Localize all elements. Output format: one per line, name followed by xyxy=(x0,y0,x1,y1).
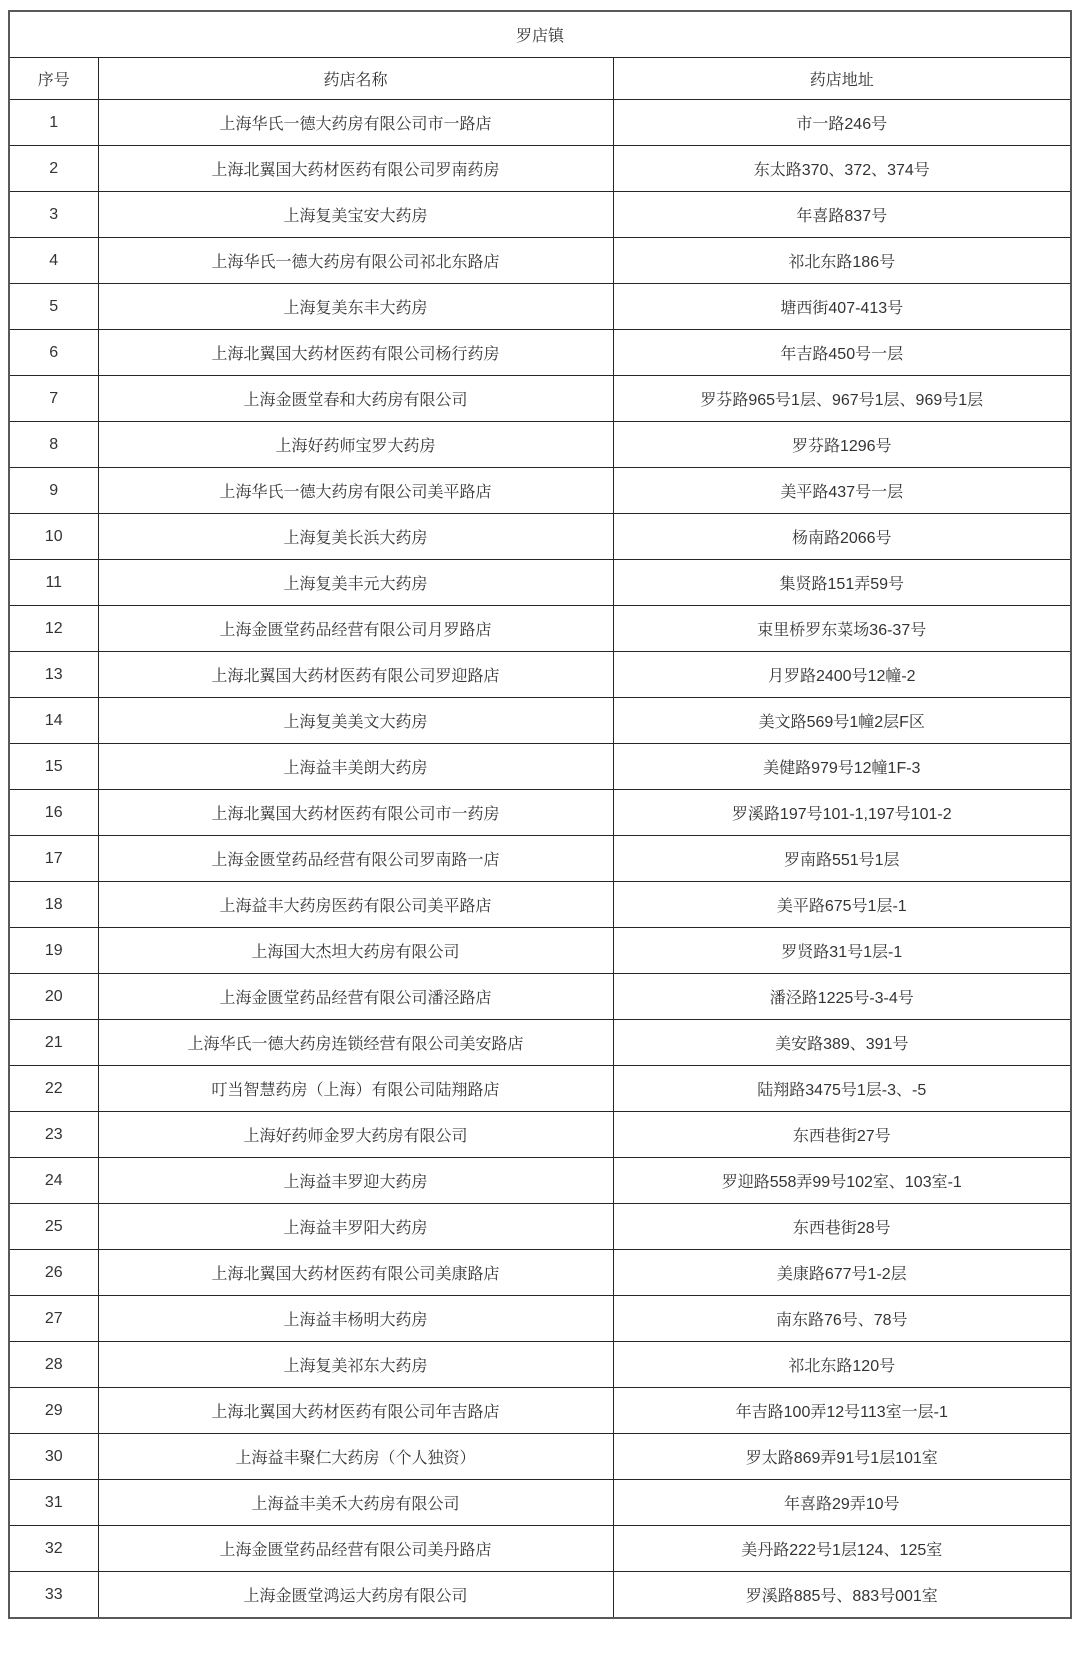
row-seq: 5 xyxy=(9,284,98,330)
row-seq: 28 xyxy=(9,1342,98,1388)
row-seq: 8 xyxy=(9,422,98,468)
row-seq: 29 xyxy=(9,1388,98,1434)
row-pharmacy-name: 上海北翼国大药材医药有限公司罗南药房 xyxy=(98,146,613,192)
row-pharmacy-address: 罗芬路1296号 xyxy=(613,422,1071,468)
row-seq: 16 xyxy=(9,790,98,836)
row-pharmacy-address: 罗溪路197号101-1,197号101-2 xyxy=(613,790,1071,836)
column-header-seq: 序号 xyxy=(9,58,98,100)
row-seq: 2 xyxy=(9,146,98,192)
table-row xyxy=(9,790,1071,836)
row-pharmacy-name: 上海金匮堂药品经营有限公司月罗路店 xyxy=(98,606,613,652)
row-pharmacy-address: 美文路569号1幢2层F区 xyxy=(613,698,1071,744)
row-pharmacy-address: 东西巷街28号 xyxy=(613,1204,1071,1250)
row-pharmacy-address: 年喜路29弄10号 xyxy=(613,1480,1071,1526)
table-row xyxy=(9,1066,1071,1112)
row-seq: 1 xyxy=(9,100,98,146)
row-pharmacy-name: 上海益丰罗迎大药房 xyxy=(98,1158,613,1204)
row-pharmacy-address: 集贤路151弄59号 xyxy=(613,560,1071,606)
row-pharmacy-address: 美平路675号1层-1 xyxy=(613,882,1071,928)
row-pharmacy-name: 上海益丰聚仁大药房（个人独资） xyxy=(98,1434,613,1480)
row-pharmacy-name: 上海金匮堂药品经营有限公司罗南路一店 xyxy=(98,836,613,882)
row-pharmacy-name: 上海益丰杨明大药房 xyxy=(98,1296,613,1342)
table-row xyxy=(9,514,1071,560)
row-seq: 27 xyxy=(9,1296,98,1342)
table-title-row xyxy=(9,11,1071,58)
table-row xyxy=(9,974,1071,1020)
row-pharmacy-address: 东西巷街27号 xyxy=(613,1112,1071,1158)
row-pharmacy-name: 上海复美宝安大药房 xyxy=(98,192,613,238)
table-row xyxy=(9,1204,1071,1250)
row-pharmacy-name: 上海益丰罗阳大药房 xyxy=(98,1204,613,1250)
row-seq: 13 xyxy=(9,652,98,698)
row-pharmacy-name: 上海益丰大药房医药有限公司美平路店 xyxy=(98,882,613,928)
row-seq: 31 xyxy=(9,1480,98,1526)
table-row xyxy=(9,330,1071,376)
row-pharmacy-name: 上海复美美文大药房 xyxy=(98,698,613,744)
row-pharmacy-address: 月罗路2400号12幢-2 xyxy=(613,652,1071,698)
row-pharmacy-address: 塘西街407-413号 xyxy=(613,284,1071,330)
row-pharmacy-name: 上海北翼国大药材医药有限公司年吉路店 xyxy=(98,1388,613,1434)
row-pharmacy-name: 上海益丰美朗大药房 xyxy=(98,744,613,790)
row-seq: 12 xyxy=(9,606,98,652)
table-body xyxy=(9,100,1071,1619)
row-pharmacy-address: 年喜路837号 xyxy=(613,192,1071,238)
row-pharmacy-name: 上海复美丰元大药房 xyxy=(98,560,613,606)
table-row xyxy=(9,1250,1071,1296)
table-header-row xyxy=(9,58,1071,100)
table-row xyxy=(9,1434,1071,1480)
row-pharmacy-name: 叮当智慧药房（上海）有限公司陆翔路店 xyxy=(98,1066,613,1112)
table-row xyxy=(9,422,1071,468)
row-seq: 20 xyxy=(9,974,98,1020)
table-row xyxy=(9,238,1071,284)
row-pharmacy-name: 上海金匮堂春和大药房有限公司 xyxy=(98,376,613,422)
row-pharmacy-address: 祁北东路120号 xyxy=(613,1342,1071,1388)
row-pharmacy-name: 上海金匮堂药品经营有限公司美丹路店 xyxy=(98,1526,613,1572)
row-pharmacy-address: 罗贤路31号1层-1 xyxy=(613,928,1071,974)
table-row xyxy=(9,1480,1071,1526)
row-pharmacy-address: 年吉路450号一层 xyxy=(613,330,1071,376)
row-pharmacy-address: 罗芬路965号1层、967号1层、969号1层 xyxy=(613,376,1071,422)
table-row xyxy=(9,606,1071,652)
row-pharmacy-name: 上海北翼国大药材医药有限公司美康路店 xyxy=(98,1250,613,1296)
table-row xyxy=(9,1112,1071,1158)
row-seq: 6 xyxy=(9,330,98,376)
row-pharmacy-address: 美康路677号1-2层 xyxy=(613,1250,1071,1296)
row-pharmacy-name: 上海金匮堂药品经营有限公司潘泾路店 xyxy=(98,974,613,1020)
table-row xyxy=(9,928,1071,974)
table-row xyxy=(9,882,1071,928)
row-pharmacy-address: 东太路370、372、374号 xyxy=(613,146,1071,192)
row-pharmacy-name: 上海华氏一德大药房连锁经营有限公司美安路店 xyxy=(98,1020,613,1066)
row-pharmacy-address: 美丹路222号1层124、125室 xyxy=(613,1526,1071,1572)
table-row xyxy=(9,1388,1071,1434)
row-pharmacy-address: 美安路389、391号 xyxy=(613,1020,1071,1066)
row-pharmacy-address: 南东路76号、78号 xyxy=(613,1296,1071,1342)
table-row xyxy=(9,1342,1071,1388)
row-pharmacy-address: 罗溪路885号、883号001室 xyxy=(613,1572,1071,1619)
table-row xyxy=(9,376,1071,422)
row-seq: 10 xyxy=(9,514,98,560)
row-pharmacy-address: 市一路246号 xyxy=(613,100,1071,146)
table-row xyxy=(9,468,1071,514)
row-seq: 9 xyxy=(9,468,98,514)
row-pharmacy-name: 上海北翼国大药材医药有限公司市一药房 xyxy=(98,790,613,836)
table-row xyxy=(9,744,1071,790)
row-seq: 18 xyxy=(9,882,98,928)
row-pharmacy-name: 上海华氏一德大药房有限公司市一路店 xyxy=(98,100,613,146)
table-row xyxy=(9,1526,1071,1572)
column-header-name: 药店名称 xyxy=(98,58,613,100)
table-row xyxy=(9,192,1071,238)
row-seq: 21 xyxy=(9,1020,98,1066)
row-pharmacy-address: 杨南路2066号 xyxy=(613,514,1071,560)
table-row xyxy=(9,1572,1071,1619)
row-seq: 33 xyxy=(9,1572,98,1619)
row-seq: 17 xyxy=(9,836,98,882)
row-seq: 11 xyxy=(9,560,98,606)
row-seq: 22 xyxy=(9,1066,98,1112)
row-seq: 15 xyxy=(9,744,98,790)
row-pharmacy-address: 罗迎路558弄99号102室、103室-1 xyxy=(613,1158,1071,1204)
table-row xyxy=(9,100,1071,146)
pharmacy-table xyxy=(8,10,1072,1619)
row-pharmacy-name: 上海复美东丰大药房 xyxy=(98,284,613,330)
row-seq: 26 xyxy=(9,1250,98,1296)
row-seq: 14 xyxy=(9,698,98,744)
row-pharmacy-address: 陆翔路3475号1层-3、-5 xyxy=(613,1066,1071,1112)
row-seq: 19 xyxy=(9,928,98,974)
table-row xyxy=(9,560,1071,606)
table-row xyxy=(9,698,1071,744)
row-seq: 25 xyxy=(9,1204,98,1250)
table-row xyxy=(9,1158,1071,1204)
row-pharmacy-name: 上海北翼国大药材医药有限公司杨行药房 xyxy=(98,330,613,376)
table-row xyxy=(9,146,1071,192)
row-seq: 30 xyxy=(9,1434,98,1480)
row-seq: 24 xyxy=(9,1158,98,1204)
row-seq: 4 xyxy=(9,238,98,284)
row-pharmacy-address: 罗太路869弄91号1层101室 xyxy=(613,1434,1071,1480)
column-header-address: 药店地址 xyxy=(613,58,1071,100)
row-seq: 23 xyxy=(9,1112,98,1158)
row-pharmacy-name: 上海好药师宝罗大药房 xyxy=(98,422,613,468)
row-pharmacy-address: 美平路437号一层 xyxy=(613,468,1071,514)
row-pharmacy-name: 上海北翼国大药材医药有限公司罗迎路店 xyxy=(98,652,613,698)
row-pharmacy-address: 年吉路100弄12号113室一层-1 xyxy=(613,1388,1071,1434)
table-row xyxy=(9,284,1071,330)
row-pharmacy-name: 上海华氏一德大药房有限公司祁北东路店 xyxy=(98,238,613,284)
row-pharmacy-address: 美健路979号12幢1F-3 xyxy=(613,744,1071,790)
row-pharmacy-name: 上海华氏一德大药房有限公司美平路店 xyxy=(98,468,613,514)
row-pharmacy-name: 上海国大杰坦大药房有限公司 xyxy=(98,928,613,974)
row-pharmacy-address: 潘泾路1225号-3-4号 xyxy=(613,974,1071,1020)
table-row xyxy=(9,652,1071,698)
row-pharmacy-name: 上海金匮堂鸿运大药房有限公司 xyxy=(98,1572,613,1619)
table-title: 罗店镇 xyxy=(9,11,1071,58)
table-row xyxy=(9,1296,1071,1342)
row-seq: 7 xyxy=(9,376,98,422)
table-row xyxy=(9,1020,1071,1066)
row-pharmacy-address: 罗南路551号1层 xyxy=(613,836,1071,882)
table-row xyxy=(9,836,1071,882)
row-pharmacy-address: 祁北东路186号 xyxy=(613,238,1071,284)
row-seq: 3 xyxy=(9,192,98,238)
row-pharmacy-address: 束里桥罗东菜场36-37号 xyxy=(613,606,1071,652)
row-pharmacy-name: 上海复美长浜大药房 xyxy=(98,514,613,560)
row-seq: 32 xyxy=(9,1526,98,1572)
row-pharmacy-name: 上海好药师金罗大药房有限公司 xyxy=(98,1112,613,1158)
row-pharmacy-name: 上海益丰美禾大药房有限公司 xyxy=(98,1480,613,1526)
row-pharmacy-name: 上海复美祁东大药房 xyxy=(98,1342,613,1388)
